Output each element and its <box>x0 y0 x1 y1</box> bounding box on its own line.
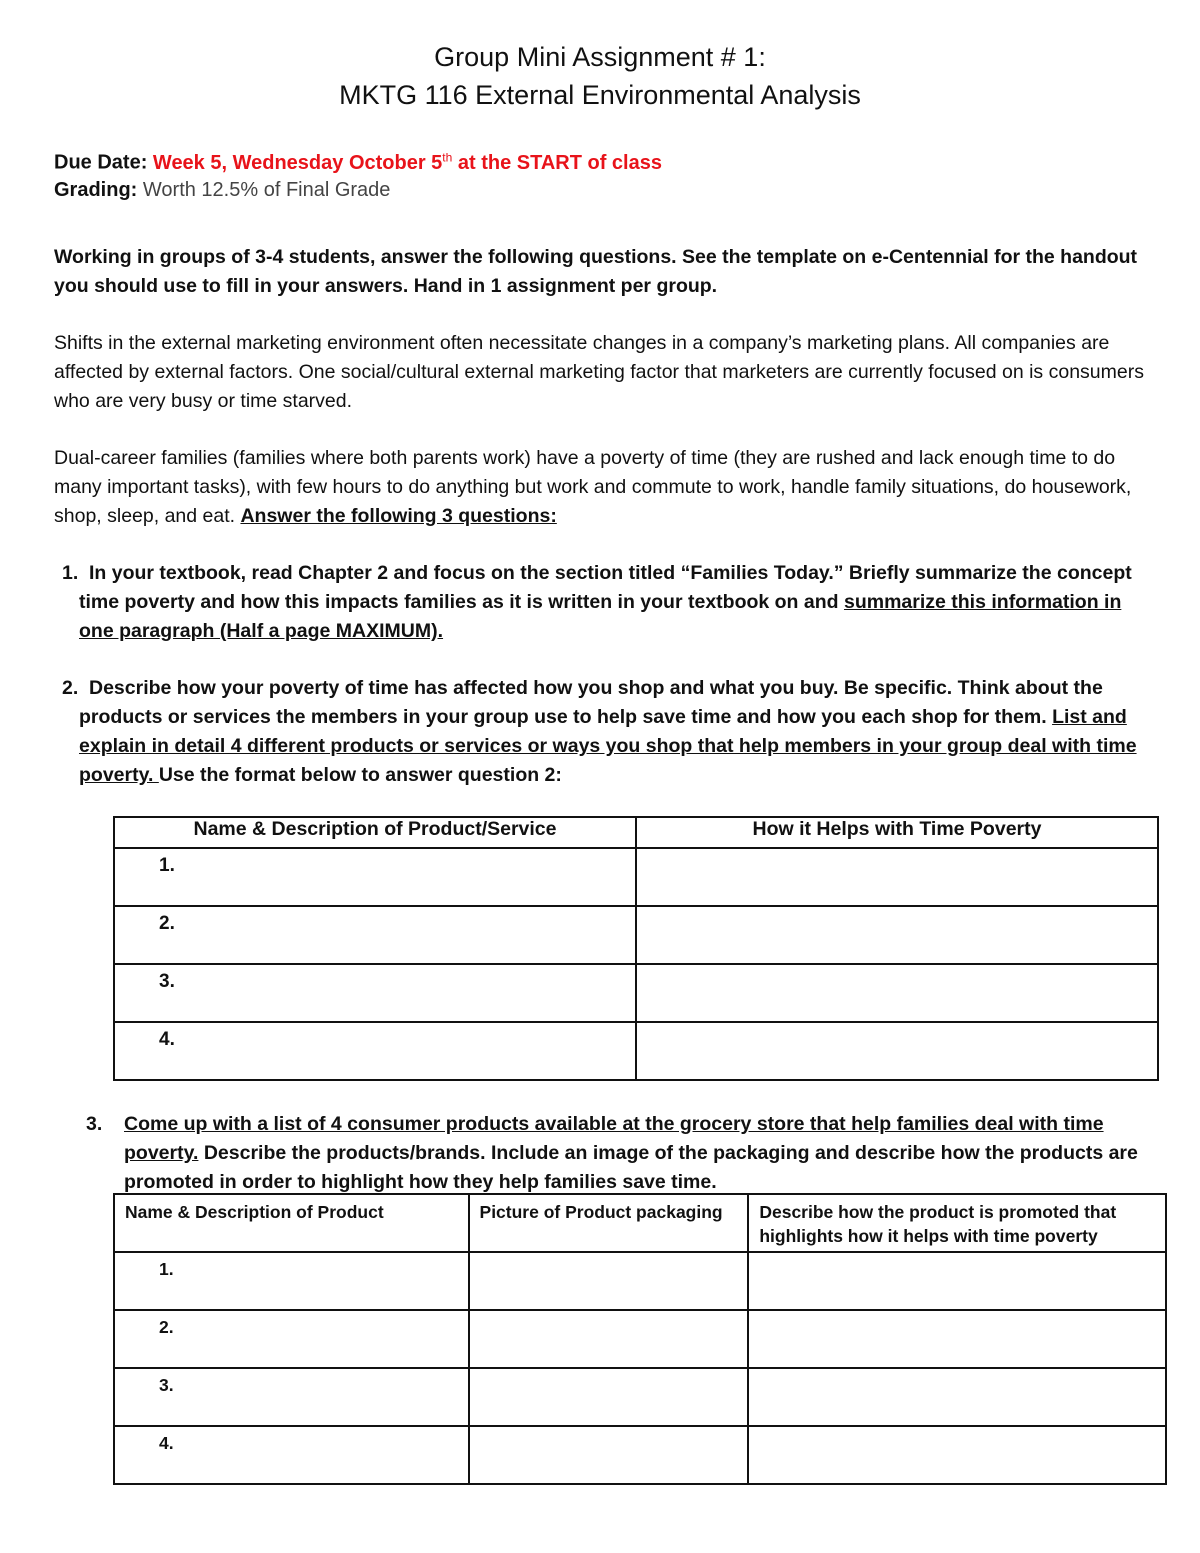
table-cell[interactable] <box>469 1368 749 1426</box>
table-cell[interactable] <box>636 848 1158 906</box>
table-cell[interactable] <box>469 1310 749 1368</box>
question-3-table <box>113 1193 1167 1485</box>
question-3: 3. Come up with a list of 4 consumer products available at the grocery store that help families deal with time poverty. Describe the products/brands. Include an image of the packaging and describe how the products are promoted in order to highlight how they help families save time. <box>86 1110 1161 1197</box>
table-header: Name & Description of Product <box>114 1194 469 1252</box>
grading-label: Grading: <box>54 179 138 201</box>
table-cell[interactable] <box>469 1426 749 1484</box>
table-row: 4. <box>114 1426 1166 1484</box>
table-header: Name & Description of Product/Service <box>114 817 636 848</box>
grading-line <box>54 179 390 202</box>
question-1: 1. In your textbook, read Chapter 2 and focus on the section titled “Families Today.” Briefly summarize the concept time poverty and how this impacts families as it is written in your textbook on and summarize this information in one paragraph (Half a page MAXIMUM). <box>62 559 1137 646</box>
table-cell[interactable] <box>748 1426 1166 1484</box>
table-cell[interactable] <box>469 1252 749 1310</box>
document-title: Group Mini Assignment # 1: <box>434 42 766 72</box>
question-number: 3. <box>86 1113 103 1135</box>
table-cell[interactable] <box>636 1022 1158 1080</box>
question-number: 2. <box>62 677 79 699</box>
table-row: 1. <box>114 1252 1166 1310</box>
table-header: Describe how the product is promoted that highlights how it helps with time poverty <box>748 1194 1166 1252</box>
table-row: 2. <box>114 906 1158 964</box>
table-cell[interactable] <box>636 964 1158 1022</box>
question-number: 1. <box>62 562 79 584</box>
table-header: Picture of Product packaging <box>469 1194 749 1252</box>
grading-value: Worth 12.5% of Final Grade <box>137 179 391 201</box>
due-date-line <box>54 150 662 175</box>
table-row: 2. <box>114 1310 1166 1368</box>
table-cell[interactable] <box>636 906 1158 964</box>
table-row: 3. <box>114 1368 1166 1426</box>
context-paragraph: Shifts in the external marketing environment often necessitate changes in a company’s marketing plans. All companies are affected by external factors. One social/cultural external marketing factor that marketers are currently focused on is consumers who are very busy or time starved. <box>54 332 1144 412</box>
due-date-label: Due Date: <box>54 151 148 174</box>
dual-career-paragraph: Dual-career families (families where both parents work) have a poverty of time (they are rushed and lack enough time to do many important tasks), with few hours to do anything but work and commute to work, handle family situations, do housework, shop, sleep, and eat. Answer the following 3 questions: <box>54 447 1132 527</box>
table-row: 4. <box>114 1022 1158 1080</box>
instructions-paragraph: Working in groups of 3-4 students, answer the following questions. See the template on e-Centennial for the handout you should use to fill in your answers. Hand in 1 assignment per group. <box>54 246 1138 297</box>
question-2-table <box>113 816 1159 1081</box>
table-header: How it Helps with Time Poverty <box>636 817 1158 848</box>
table-row: 3. <box>114 964 1158 1022</box>
table-cell[interactable] <box>748 1310 1166 1368</box>
document-subtitle: MKTG 116 External Environmental Analysis <box>339 80 861 110</box>
table-cell[interactable] <box>748 1252 1166 1310</box>
question-2: 2. Describe how your poverty of time has affected how you shop and what you buy. Be specific. Think about the products or services the members in your group use to help save time and how you each shop for them. List and explain in detail 4 different products or services or ways you shop that help members in your group deal with time poverty. Use the format below to answer question 2: <box>62 674 1137 790</box>
table-row: 1. <box>114 848 1158 906</box>
due-date-value: Week 5, Wednesday October 5th at the START of class <box>152 150 662 174</box>
table-cell[interactable] <box>748 1368 1166 1426</box>
